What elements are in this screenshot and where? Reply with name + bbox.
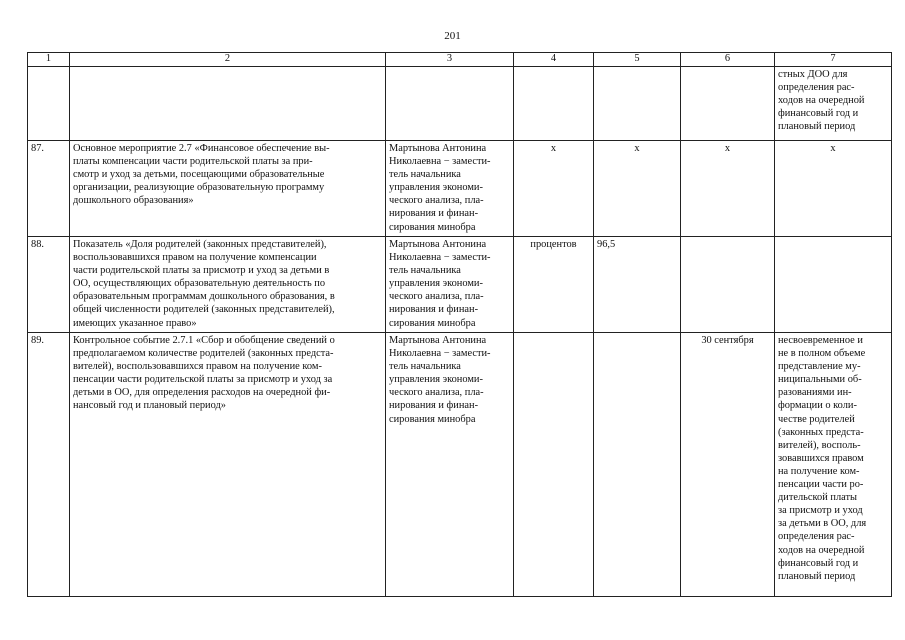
note-cell: несвоевременное и не в полном объеме представление му- ниципальными об- разованиями ин- формации о коли- честве родителей (законных предста- вителей), восполь- зовавшихся правом на получение ком- пенсации части ро- дительской платы за присмотр и уход за детьми в ОО, для определения рас- ходов на очередной финансовый год и плановый период: [775, 333, 892, 597]
date-cell: 30 сентября: [681, 333, 775, 597]
date-cell: [681, 237, 775, 333]
responsible-cell: Мартынова Антонина Николаевна − замести- тель начальника управления экономи- ческого анализа, пла- нирования и финан- сирования минобра: [386, 333, 514, 597]
column-header-2: 2: [70, 53, 386, 67]
value-cell: х: [594, 141, 681, 237]
date-cell: х: [681, 141, 775, 237]
responsible-cell: Мартынова Антонина Николаевна − замести- тель начальника управления экономи- ческого анализа, пла- нирования и финан- сирования минобра: [386, 141, 514, 237]
table-row: [28, 237, 892, 333]
table-row: [28, 67, 892, 141]
page-number: 201: [444, 30, 461, 42]
row-number-cell: 89.: [28, 333, 70, 597]
responsible-cell: Мартынова Антонина Николаевна − замести- тель начальника управления экономи- ческого анализа, пла- нирования и финан- сирования минобра: [386, 237, 514, 333]
table-row: [28, 333, 892, 597]
name-cell: Контрольное событие 2.7.1 «Сбор и обобщение сведений о предполагаемом количестве родителей (законных предста- вителей), воспользовавшихся правом на получение ком- пенсации части родительской платы за присмотр и уход за детьми в ОО, для определения расходов на очередной фи- нансовый год и плановый период»: [70, 333, 386, 597]
header-row: [28, 53, 892, 67]
name-cell: [70, 67, 386, 141]
note-cell: [775, 237, 892, 333]
name-cell: Показатель «Доля родителей (законных представителей), воспользовавшихся правом на получение компенсации части родительской платы за присмотр и уход за детьми в ОО, осуществляющих образовательную деятельность по образовательным программам дошкольного образования, в общей численности родителей (законных представителей), имеющих указанное право»: [70, 237, 386, 333]
note-cell: стных ДОО для определения рас- ходов на очередной финансовый год и плановый период: [775, 67, 892, 141]
row-number-cell: 88.: [28, 237, 70, 333]
column-header-7: 7: [775, 53, 892, 67]
table-row: [28, 141, 892, 237]
unit-cell: [514, 67, 594, 141]
column-header-4: 4: [514, 53, 594, 67]
unit-cell: [514, 333, 594, 597]
column-header-3: 3: [386, 53, 514, 67]
name-cell: Основное мероприятие 2.7 «Финансовое обеспечение вы- платы компенсации части родительской платы за при- смотр и уход за детьми, посещающими образовательные организации, реализующие образовательную программу дошкольного образования»: [70, 141, 386, 237]
responsible-cell: [386, 67, 514, 141]
date-cell: [681, 67, 775, 141]
column-header-5: 5: [594, 53, 681, 67]
column-header-1: 1: [28, 53, 70, 67]
column-header-6: 6: [681, 53, 775, 67]
value-cell: 96,5: [594, 237, 681, 333]
row-number-cell: 87.: [28, 141, 70, 237]
unit-cell: х: [514, 141, 594, 237]
value-cell: [594, 67, 681, 141]
unit-cell: процентов: [514, 237, 594, 333]
plan-table: [27, 52, 892, 597]
row-number-cell: [28, 67, 70, 141]
value-cell: [594, 333, 681, 597]
note-cell: х: [775, 141, 892, 237]
